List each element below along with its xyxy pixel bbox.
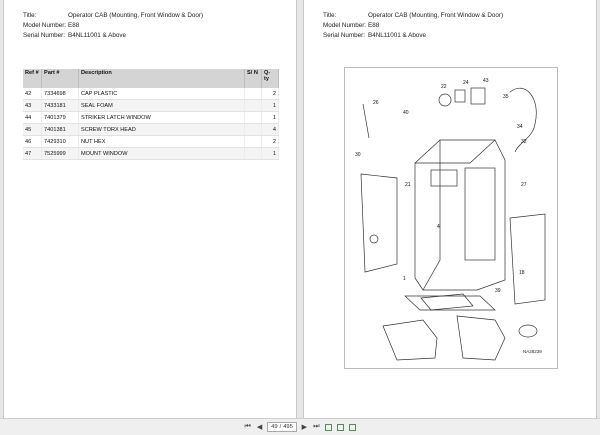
sn-cell xyxy=(245,148,262,160)
callout: 22 xyxy=(441,84,447,90)
callout: 21 xyxy=(405,182,411,188)
col-qty: Q- ty xyxy=(262,69,279,88)
viewer-toolbar xyxy=(0,418,600,435)
ref-cell: 46 xyxy=(23,136,42,148)
last-page-icon[interactable]: ⏭ xyxy=(313,423,320,430)
ref-cell: 44 xyxy=(23,112,42,124)
part-number-cell: 7429310 xyxy=(42,136,79,148)
right-page xyxy=(304,0,596,418)
console-base xyxy=(457,316,505,360)
single-page-icon[interactable] xyxy=(348,423,357,432)
cab-diagram-svg xyxy=(345,68,557,368)
qty-cell: 2 xyxy=(262,88,279,100)
callout: 39 xyxy=(495,288,501,294)
fit-width-icon[interactable] xyxy=(336,423,345,432)
description-cell: SCREW TORX HEAD xyxy=(79,124,245,136)
cab-roof-panel xyxy=(431,170,457,186)
seat-base xyxy=(383,320,437,360)
cab-side-window xyxy=(465,168,495,260)
total-pages: 495 xyxy=(283,424,293,430)
callout: 18 xyxy=(519,270,525,276)
part-number-cell: 7401379 xyxy=(42,112,79,124)
header-block xyxy=(23,11,203,41)
previous-page-icon[interactable]: ◀ xyxy=(256,424,263,431)
col-part: Part # xyxy=(42,69,79,88)
ref-cell: 45 xyxy=(23,124,42,136)
table-row xyxy=(23,136,279,148)
col-description: Description xyxy=(79,69,245,88)
serial-label: Serial Number: xyxy=(323,32,365,39)
description-cell: CAP PLASTIC xyxy=(79,88,245,100)
callout: 30 xyxy=(355,152,361,158)
table-header-row xyxy=(23,69,279,88)
description-cell: SEAL FOAM xyxy=(79,100,245,112)
header-block-right xyxy=(323,11,503,41)
left-page xyxy=(4,0,296,418)
floor-plate xyxy=(421,294,473,310)
callout: 26 xyxy=(373,100,379,106)
page-indicator[interactable] xyxy=(267,422,297,432)
title-value: Operator CAB (Mounting, Front Window & Door) xyxy=(368,12,504,19)
callout: 32 xyxy=(521,139,527,145)
next-page-icon[interactable]: ▶ xyxy=(301,424,308,431)
diagram-code: NA28239 xyxy=(523,349,542,354)
sn-cell xyxy=(245,112,262,124)
table-row xyxy=(23,124,279,136)
serial-value: B4NL11001 & Above xyxy=(368,32,426,39)
part-number-cell: 7525999 xyxy=(42,148,79,160)
callout: 35 xyxy=(503,94,509,100)
bracket-part xyxy=(471,88,485,104)
description-cell: NUT HEX xyxy=(79,136,245,148)
sn-cell xyxy=(245,136,262,148)
gasket-part xyxy=(439,94,451,106)
ref-cell: 47 xyxy=(23,148,42,160)
sn-cell xyxy=(245,124,262,136)
col-sn: S/ N xyxy=(245,69,262,88)
rod-part xyxy=(363,104,369,138)
description-cell: MOUNT WINDOW xyxy=(79,148,245,160)
qty-cell: 1 xyxy=(262,112,279,124)
callout: 4 xyxy=(437,224,440,230)
part-number-cell: 7433181 xyxy=(42,100,79,112)
model-label: Model Number: xyxy=(323,22,367,29)
title-label: Title: xyxy=(323,12,337,19)
model-label: Model Number: xyxy=(23,22,67,29)
callout: 40 xyxy=(403,110,409,116)
cab-frame xyxy=(415,140,505,290)
door-panel xyxy=(510,214,545,304)
ref-cell: 42 xyxy=(23,88,42,100)
ref-cell: 43 xyxy=(23,100,42,112)
callout: 24 xyxy=(463,80,469,86)
serial-label: Serial Number: xyxy=(23,32,65,39)
title-value: Operator CAB (Mounting, Front Window & Door) xyxy=(68,12,204,19)
first-page-icon[interactable]: ⏮ xyxy=(244,423,251,430)
model-value: E88 xyxy=(68,22,80,29)
qty-cell: 4 xyxy=(262,124,279,136)
part-number-cell: 7401381 xyxy=(42,124,79,136)
table-row xyxy=(23,88,279,100)
fit-page-icon[interactable] xyxy=(324,423,333,432)
col-ref: Ref # xyxy=(23,69,42,88)
qty-cell: 2 xyxy=(262,136,279,148)
qty-cell: 1 xyxy=(262,148,279,160)
part-number-cell: 7334698 xyxy=(42,88,79,100)
table-row xyxy=(23,112,279,124)
cab-pillar xyxy=(423,140,440,290)
front-window xyxy=(361,174,397,272)
exploded-diagram xyxy=(344,67,558,369)
current-page: 49 xyxy=(271,424,278,430)
latch-part xyxy=(455,90,465,102)
sn-cell xyxy=(245,100,262,112)
callout: 1 xyxy=(403,276,406,282)
qty-cell: 1 xyxy=(262,100,279,112)
model-value: E88 xyxy=(368,22,380,29)
callout: 34 xyxy=(517,124,523,130)
page-separator: / xyxy=(279,424,282,430)
serial-value: B4NL11001 & Above xyxy=(68,32,126,39)
seal-ring xyxy=(519,325,537,337)
callout: 27 xyxy=(521,182,527,188)
parts-table xyxy=(23,69,279,160)
callout: 43 xyxy=(483,78,489,84)
table-row xyxy=(23,100,279,112)
table-row xyxy=(23,148,279,160)
window-emblem xyxy=(370,235,378,243)
title-label: Title: xyxy=(23,12,37,19)
sn-cell xyxy=(245,88,262,100)
description-cell: STRIKER LATCH WINDOW xyxy=(79,112,245,124)
